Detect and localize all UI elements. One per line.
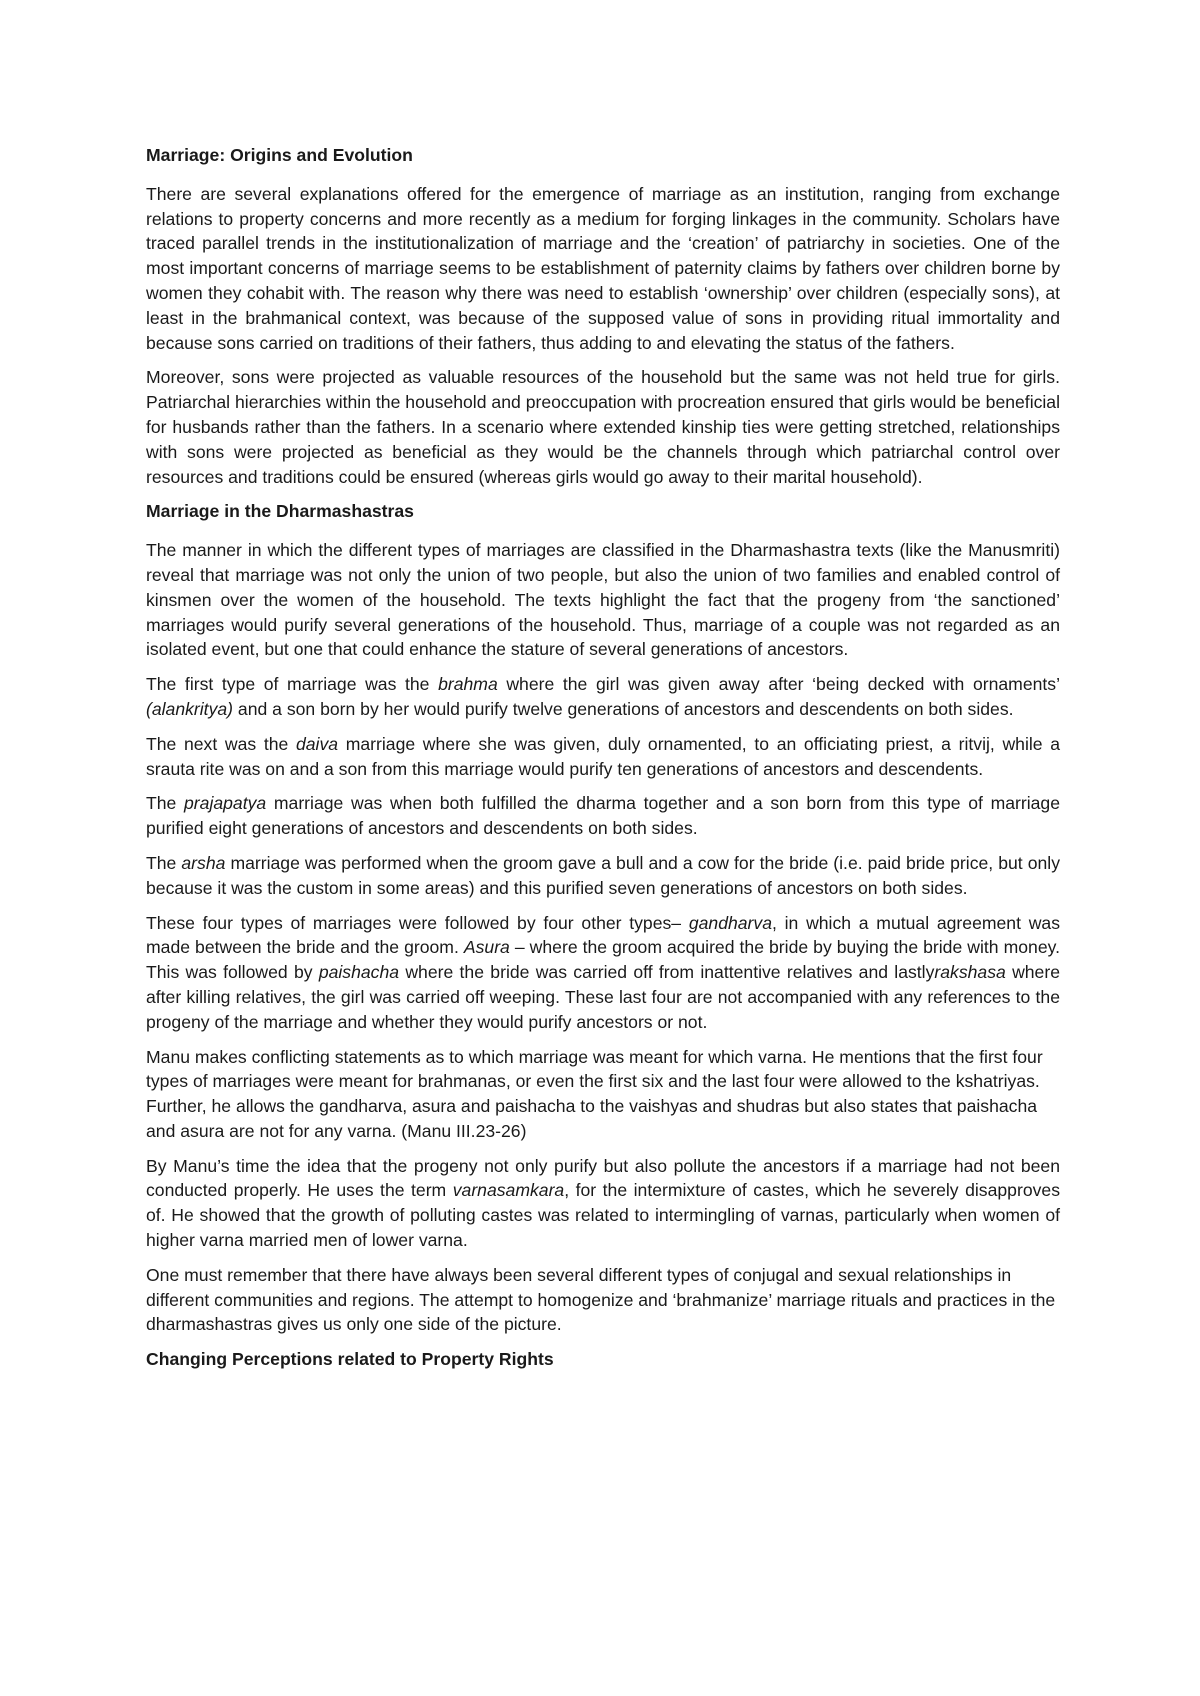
text-run: The bbox=[146, 793, 185, 814]
paragraph-manu-varna: Manu makes conflicting statements as to which marriage was meant for which varna. He mentions that the first four types of marriages were meant for brahmanas, or even the first six and the last four were allowed to the kshatriyas. Further, he allows the gandharva, asura and paishacha to the vaishyas and shudras but also states that paishacha and asura are not for any varna. (Manu III.23-26) bbox=[146, 1046, 1043, 1141]
term-paishacha: paishacha bbox=[318, 962, 400, 983]
term-varnasamkara: varnasamkara bbox=[452, 1180, 565, 1201]
term-asura: Asura bbox=[463, 937, 510, 958]
section-heading-property-rights: Changing Perceptions related to Property Rights bbox=[146, 1349, 554, 1370]
text-run: These four types of marriages were followed by four other types– bbox=[146, 912, 689, 933]
text-run: The bbox=[146, 852, 182, 873]
text-run: where the bride was carried off from inattentive relatives and lastly bbox=[399, 962, 935, 983]
term-brahma: brahma bbox=[438, 674, 498, 695]
document-page bbox=[146, 143, 1060, 1386]
term-alankritya: (alankritya) bbox=[146, 698, 234, 719]
term-daiva: daiva bbox=[295, 733, 339, 754]
section-heading-dharmashastras: Marriage in the Dharmashastras bbox=[146, 501, 414, 522]
text-run: where the girl was given away after ‘being decked with ornaments’ bbox=[497, 674, 1060, 695]
paragraph-classification: The manner in which the different types of marriages are classified in the Dharmashastra texts (like the Manusmriti) reveal that marriage was not only the union of two people, but also the union of two families and enabled control of kinsmen over the women of the household. The texts highlight the fact that the progeny from ‘the sanctioned’ marriages would purify several generations of the household. Thus, marriage of a couple was not regarded as an isolated event, but one that could enhance the stature of several generations of ancestors. bbox=[146, 540, 1060, 660]
paragraph-other-types bbox=[146, 911, 1060, 1035]
text-run: , for the intermixture of castes, which he severely disapproves of. He showed that the growth of polluting castes was related to intermingling of varnas, particularly when women of higher varna married men of lower varna. bbox=[146, 1180, 1060, 1251]
paragraph-origins-2: Moreover, sons were projected as valuable resources of the household but the same was not held true for girls. Patriarchal hierarchies within the household and preoccupation with procreation ensured that girls would be beneficial for husbands rather than the fathers. In a scenario where extended kinship ties were getting stretched, relationships with sons were projected as beneficial as they would be the channels through which patriarchal control over resources and traditions could be ensured (whereas girls would go away to their marital household). bbox=[146, 367, 1060, 487]
text-run: marriage was when both fulfilled the dharma together and a son born from this type of marriage purified eight generations of ancestors and descendents on both sides. bbox=[146, 793, 1060, 839]
text-run: marriage where she was given, duly ornamented, to an officiating priest, a ritvij, while a srauta rite was on and a son from this marriage would purify ten generations of ancestors and descendents. bbox=[146, 733, 1060, 779]
text-run: The first type of marriage was the bbox=[146, 674, 439, 695]
paragraph-conjugal-relationships: One must remember that there have always been several different types of conjugal and sexual relationships in different communities and regions. The attempt to homogenize and ‘brahmanize’ marriage rituals and practices in the dharmashastras gives us only one side of the picture. bbox=[146, 1264, 1056, 1335]
paragraph-daiva bbox=[146, 732, 1060, 782]
text-run: where after killing relatives, the girl was carried off weeping. These last four are not accompanied with any references to the progeny of the marriage and whether they would purify ancestors or not. bbox=[146, 962, 1060, 1032]
paragraph-origins-1: There are several explanations offered for the emergence of marriage as an institution, ranging from exchange relations to property concerns and more recently as a medium for forging linkages in the community. Scholars have traced parallel trends in the institutionalization of marriage and the ‘creation’ of patriarchy in societies. One of the most important concerns of marriage seems to be establishment of paternity claims by fathers over children borne by women they cohabit with. The reason why there was need to establish ‘ownership’ over children (especially sons), at least in the brahmanical context, was because of the supposed value of sons in providing ritual immortality and because sons carried on traditions of their fathers, thus adding to and elevating the status of the fathers. bbox=[146, 183, 1060, 353]
paragraph-brahma bbox=[146, 672, 1060, 722]
term-arsha: arsha bbox=[181, 852, 226, 873]
term-gandharva: gandharva bbox=[688, 912, 772, 933]
text-run: , in which a mutual agreement was made between the bride and the groom. bbox=[146, 912, 1060, 958]
term-rakshasa: rakshasa bbox=[934, 962, 1006, 983]
term-prajapatya: prajapatya bbox=[184, 793, 267, 814]
text-run: The next was the bbox=[146, 733, 296, 754]
text-run: – where the groom acquired the bride by buying the bride with money. This was followed by bbox=[146, 937, 1060, 983]
paragraph-arsha bbox=[146, 851, 1060, 901]
paragraph-prajapatya bbox=[146, 791, 1060, 841]
section-heading-origins: Marriage: Origins and Evolution bbox=[146, 145, 413, 165]
text-run: and a son born by her would purify twelve generations of ancestors and descendents on both sides. bbox=[233, 698, 1014, 719]
text-run: By Manu’s time the idea that the progeny not only purify but also pollute the ancestors if a marriage had not been conducted properly. He uses the term bbox=[146, 1155, 1060, 1201]
text-run: marriage was performed when the groom gave a bull and a cow for the bride (i.e. paid bride price, but only because it was the custom in some areas) and this purified seven generations of ancestors on both sides. bbox=[146, 852, 1060, 898]
paragraph-varnasamkara bbox=[146, 1154, 1060, 1253]
